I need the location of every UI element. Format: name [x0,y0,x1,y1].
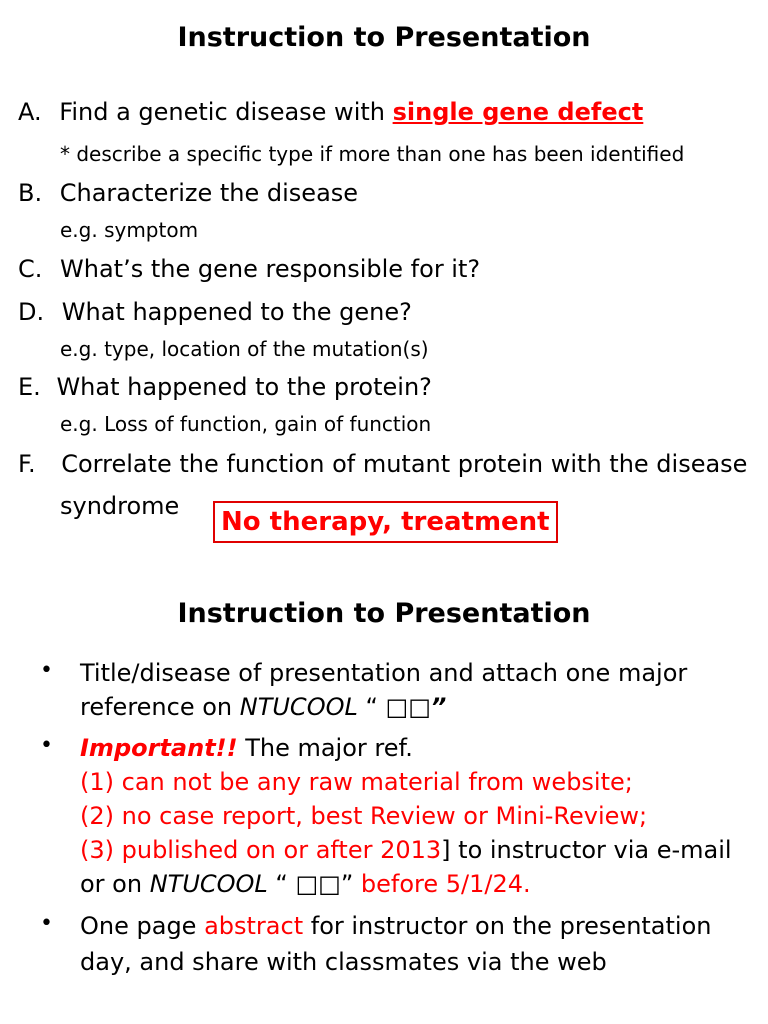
item-f [18,450,747,478]
bullet-3-line1 [80,909,712,943]
item-b-text: Characterize the disease [59,179,359,207]
item-f-marker: F. [18,450,36,478]
item-a-highlight: single gene defect [392,98,644,126]
item-b [18,179,358,207]
ref-rule-3: (3) published on or after 2013 [80,836,442,864]
item-f-text-line1: Correlate the function of mutant protein with the disease [61,450,748,478]
bullet-2-glyph: • [40,733,53,758]
bullet-1-line1: Title/disease of presentation and attach one major [80,659,688,687]
ntucool-text: NTUCOOL [239,693,358,721]
item-a-text: Find a genetic disease with [59,98,393,126]
bullet-2-last-line [80,867,531,901]
ref-rule-2: (2) no case report, best Review or Mini-Review; [80,802,648,830]
bullet-1-pre: reference on [80,693,240,721]
item-d [18,298,412,326]
major-ref-text: The major ref. [237,734,413,762]
bullet-3-glyph: • [40,911,53,936]
item-f-text-line2: syndrome [60,492,180,520]
item-d-text: What happened to the gene? [61,298,412,326]
bullet-3-post: for instructor on the presentation [303,912,712,940]
slide1-title: Instruction to Presentation [177,22,591,53]
item-d-marker: D. [18,298,45,326]
bullet-1-line2 [80,690,446,724]
item-e [18,373,432,401]
item-c-text: What’s the gene responsible for it? [60,255,481,283]
bullet-2-line1 [80,731,413,765]
ref-rule-3-line [80,833,732,867]
bullet-1-glyph: • [40,658,53,683]
item-b-marker: B. [18,179,43,207]
item-d-note: e.g. type, location of the mutation(s) [60,337,429,361]
item-c-marker: C. [18,255,43,283]
bullet-3-pre: One page [80,912,205,940]
no-therapy-box: No therapy, treatment [213,501,558,543]
slide2-title: Instruction to Presentation [177,598,591,629]
bullet-1-quote: “ [357,693,386,721]
bullet-2-last-mid: “ □□” [267,870,361,898]
bullet-1-chars: □□ [385,693,431,721]
ref-rule-1: (1) can not be any raw material from website; [80,768,633,796]
item-e-note: e.g. Loss of function, gain of function [60,412,432,436]
bullet-1-endquote: ” [430,693,447,721]
ntucool-text-2: NTUCOOL [149,870,268,898]
bullet-3-line2: day, and share with classmates via the web [80,948,607,976]
item-a-marker: A. [18,98,42,126]
deadline-text: before 5/1/24. [360,870,531,898]
bullet-2-last-pre: or on [80,870,150,898]
item-e-marker: E. [18,373,41,401]
abstract-text: abstract [204,912,304,940]
item-e-text: What happened to the protein? [56,373,432,401]
item-c [18,255,480,283]
item-b-note: e.g. symptom [60,218,199,242]
item-a [18,98,643,126]
important-label: Important!! [80,734,238,762]
item-a-note: * describe a specific type if more than one has been identified [60,142,685,166]
ref-rule-3-post: ] to instructor via e-mail [441,836,732,864]
